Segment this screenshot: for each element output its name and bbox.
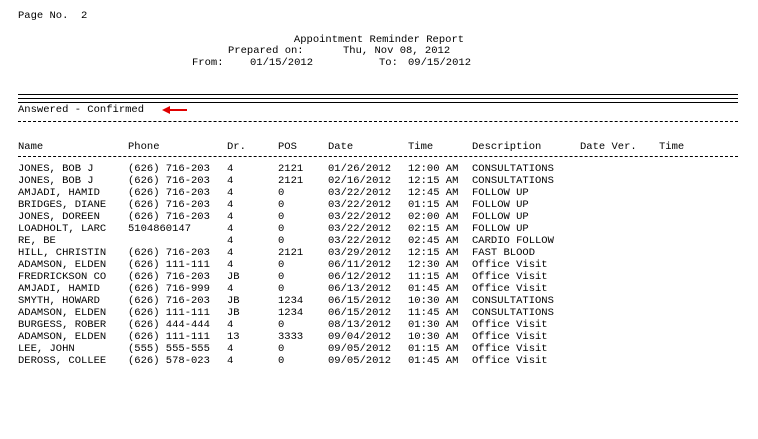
row-date: 09/05/2012 — [328, 343, 392, 355]
table-row — [0, 355, 758, 367]
to-date: 09/15/2012 — [408, 57, 472, 69]
row-pos: 0 — [278, 199, 285, 211]
row-date: 03/22/2012 — [328, 187, 392, 199]
table-row — [0, 283, 758, 295]
row-time: 12:45 AM — [408, 187, 459, 199]
row-time: 02:15 AM — [408, 223, 459, 235]
row-name: LEE, JOHN — [18, 343, 75, 355]
row-name: JONES, DOREEN — [18, 211, 100, 223]
row-time: 11:45 AM — [408, 307, 459, 319]
row-name: JONES, BOB J — [18, 175, 94, 187]
row-dr: JB — [227, 271, 240, 283]
row-time: 11:15 AM — [408, 271, 459, 283]
header-time: Time — [408, 141, 434, 153]
row-description: FOLLOW UP — [472, 211, 529, 223]
row-date: 06/15/2012 — [328, 307, 392, 319]
row-date: 09/04/2012 — [328, 331, 392, 343]
row-time: 01:15 AM — [408, 199, 459, 211]
row-name: RE, BE — [18, 235, 56, 247]
prepared-date: Thu, Nov 08, 2012 — [343, 45, 451, 57]
row-description: FOLLOW UP — [472, 199, 529, 211]
table-row — [0, 295, 758, 307]
row-date: 03/22/2012 — [328, 223, 392, 235]
row-description: FAST BLOOD — [472, 247, 536, 259]
row-time: 01:45 AM — [408, 355, 459, 367]
row-name: DEROSS, COLLEE — [18, 355, 107, 367]
row-pos: 0 — [278, 283, 285, 295]
row-description: CONSULTATIONS — [472, 175, 554, 187]
section-divider — [18, 121, 738, 122]
row-description: CONSULTATIONS — [472, 163, 554, 175]
page-number: Page No. 2 — [18, 10, 88, 22]
row-name: ADAMSON, ELDEN — [18, 307, 107, 319]
row-name: LOADHOLT, LARC — [18, 223, 107, 235]
row-pos: 0 — [278, 235, 285, 247]
header-description: Description — [472, 141, 542, 153]
row-date: 01/26/2012 — [328, 163, 392, 175]
header-pos: POS — [278, 141, 297, 153]
row-dr: 4 — [227, 175, 234, 187]
row-phone: (626) 716-203 — [128, 199, 210, 211]
row-dr: 4 — [227, 319, 234, 331]
row-date: 02/16/2012 — [328, 175, 392, 187]
row-pos: 3333 — [278, 331, 304, 343]
table-row — [0, 199, 758, 211]
row-phone: (626) 111-111 — [128, 331, 210, 343]
row-description: Office Visit — [472, 331, 548, 343]
row-pos: 2121 — [278, 247, 304, 259]
header-time-ver: Time — [659, 141, 685, 153]
header-phone: Phone — [128, 141, 160, 153]
row-dr: 4 — [227, 199, 234, 211]
row-phone: (555) 555-555 — [128, 343, 210, 355]
row-name: SMYTH, HOWARD — [18, 295, 100, 307]
double-rule-2 — [18, 98, 738, 103]
row-description: FOLLOW UP — [472, 187, 529, 199]
row-name: ADAMSON, ELDEN — [18, 259, 107, 271]
row-dr: JB — [227, 307, 240, 319]
row-dr: 4 — [227, 247, 234, 259]
row-dr: 4 — [227, 235, 234, 247]
row-description: CARDIO FOLLOW — [472, 235, 554, 247]
row-pos: 0 — [278, 259, 285, 271]
row-pos: 2121 — [278, 163, 304, 175]
row-dr: 4 — [227, 223, 234, 235]
header-date-ver: Date Ver. — [580, 141, 637, 153]
row-date: 03/29/2012 — [328, 247, 392, 259]
header-divider — [18, 156, 738, 157]
row-description: Office Visit — [472, 355, 548, 367]
row-description: Office Visit — [472, 283, 548, 295]
row-date: 06/13/2012 — [328, 283, 392, 295]
row-phone: (626) 716-203 — [128, 187, 210, 199]
row-phone: (626) 111-111 — [128, 307, 210, 319]
table-row — [0, 307, 758, 319]
from-label: From: — [192, 57, 224, 69]
row-time: 02:45 AM — [408, 235, 459, 247]
row-time: 01:15 AM — [408, 343, 459, 355]
arrow-left-icon — [162, 105, 188, 115]
row-time: 10:30 AM — [408, 295, 459, 307]
header-name: Name — [18, 141, 44, 153]
row-dr: 13 — [227, 331, 240, 343]
section-title: Answered - Confirmed — [18, 104, 145, 116]
row-name: BRIDGES, DIANE — [18, 199, 107, 211]
row-description: CONSULTATIONS — [472, 295, 554, 307]
table-row — [0, 163, 758, 175]
row-description: Office Visit — [472, 271, 548, 283]
table-row — [0, 319, 758, 331]
table-row — [0, 331, 758, 343]
row-dr: 4 — [227, 283, 234, 295]
row-pos: 0 — [278, 355, 285, 367]
row-pos: 0 — [278, 211, 285, 223]
row-description: CONSULTATIONS — [472, 307, 554, 319]
table-row — [0, 271, 758, 283]
row-date: 03/22/2012 — [328, 199, 392, 211]
row-phone: (626) 716-203 — [128, 295, 210, 307]
row-time: 01:30 AM — [408, 319, 459, 331]
row-phone: (626) 716-203 — [128, 175, 210, 187]
table-row — [0, 187, 758, 199]
row-time: 12:00 AM — [408, 163, 459, 175]
row-name: AMJADI, HAMID — [18, 283, 100, 295]
row-pos: 0 — [278, 223, 285, 235]
row-date: 03/22/2012 — [328, 235, 392, 247]
row-time: 02:00 AM — [408, 211, 459, 223]
row-description: Office Visit — [472, 319, 548, 331]
row-dr: 4 — [227, 163, 234, 175]
table-row — [0, 235, 758, 247]
row-description: Office Visit — [472, 259, 548, 271]
table-row — [0, 223, 758, 235]
row-name: BURGESS, ROBER — [18, 319, 107, 331]
row-date: 08/13/2012 — [328, 319, 392, 331]
table-row — [0, 259, 758, 271]
row-dr: 4 — [227, 355, 234, 367]
row-pos: 0 — [278, 187, 285, 199]
row-name: AMJADI, HAMID — [18, 187, 100, 199]
from-date: 01/15/2012 — [250, 57, 314, 69]
report-title: Appointment Reminder Report — [293, 34, 465, 46]
row-name: JONES, BOB J — [18, 163, 94, 175]
table-row — [0, 247, 758, 259]
row-dr: 4 — [227, 187, 234, 199]
row-date: 06/12/2012 — [328, 271, 392, 283]
row-phone: (626) 716-203 — [128, 271, 210, 283]
row-pos: 1234 — [278, 295, 304, 307]
row-phone: (626) 444-444 — [128, 319, 210, 331]
row-phone: (626) 716-203 — [128, 211, 210, 223]
row-time: 10:30 AM — [408, 331, 459, 343]
row-time: 01:45 AM — [408, 283, 459, 295]
row-description: FOLLOW UP — [472, 223, 529, 235]
header-dr: Dr. — [227, 141, 246, 153]
row-phone: (626) 716-203 — [128, 163, 210, 175]
row-pos: 0 — [278, 343, 285, 355]
row-time: 12:15 AM — [408, 247, 459, 259]
row-dr: JB — [227, 295, 240, 307]
row-name: ADAMSON, ELDEN — [18, 331, 107, 343]
table-header — [0, 141, 758, 153]
row-phone: (626) 716-999 — [128, 283, 210, 295]
row-date: 09/05/2012 — [328, 355, 392, 367]
row-pos: 0 — [278, 319, 285, 331]
prepared-label: Prepared on: — [228, 45, 304, 57]
table-row — [0, 175, 758, 187]
row-name: HILL, CHRISTIN — [18, 247, 107, 259]
row-time: 12:30 AM — [408, 259, 459, 271]
row-phone: (626) 716-203 — [128, 247, 210, 259]
row-pos: 1234 — [278, 307, 304, 319]
row-phone: (626) 111-111 — [128, 259, 210, 271]
row-phone: 5104860147 — [128, 223, 192, 235]
row-description: Office Visit — [472, 343, 548, 355]
row-name: FREDRICKSON CO — [18, 271, 107, 283]
row-dr: 4 — [227, 259, 234, 271]
row-dr: 4 — [227, 343, 234, 355]
row-pos: 0 — [278, 271, 285, 283]
to-label: To: — [379, 57, 398, 69]
row-date: 06/11/2012 — [328, 259, 392, 271]
table-row — [0, 343, 758, 355]
header-date: Date — [328, 141, 354, 153]
row-date: 06/15/2012 — [328, 295, 392, 307]
row-pos: 2121 — [278, 175, 304, 187]
row-phone: (626) 578-023 — [128, 355, 210, 367]
row-time: 12:15 AM — [408, 175, 459, 187]
row-date: 03/22/2012 — [328, 211, 392, 223]
table-row — [0, 211, 758, 223]
row-dr: 4 — [227, 211, 234, 223]
